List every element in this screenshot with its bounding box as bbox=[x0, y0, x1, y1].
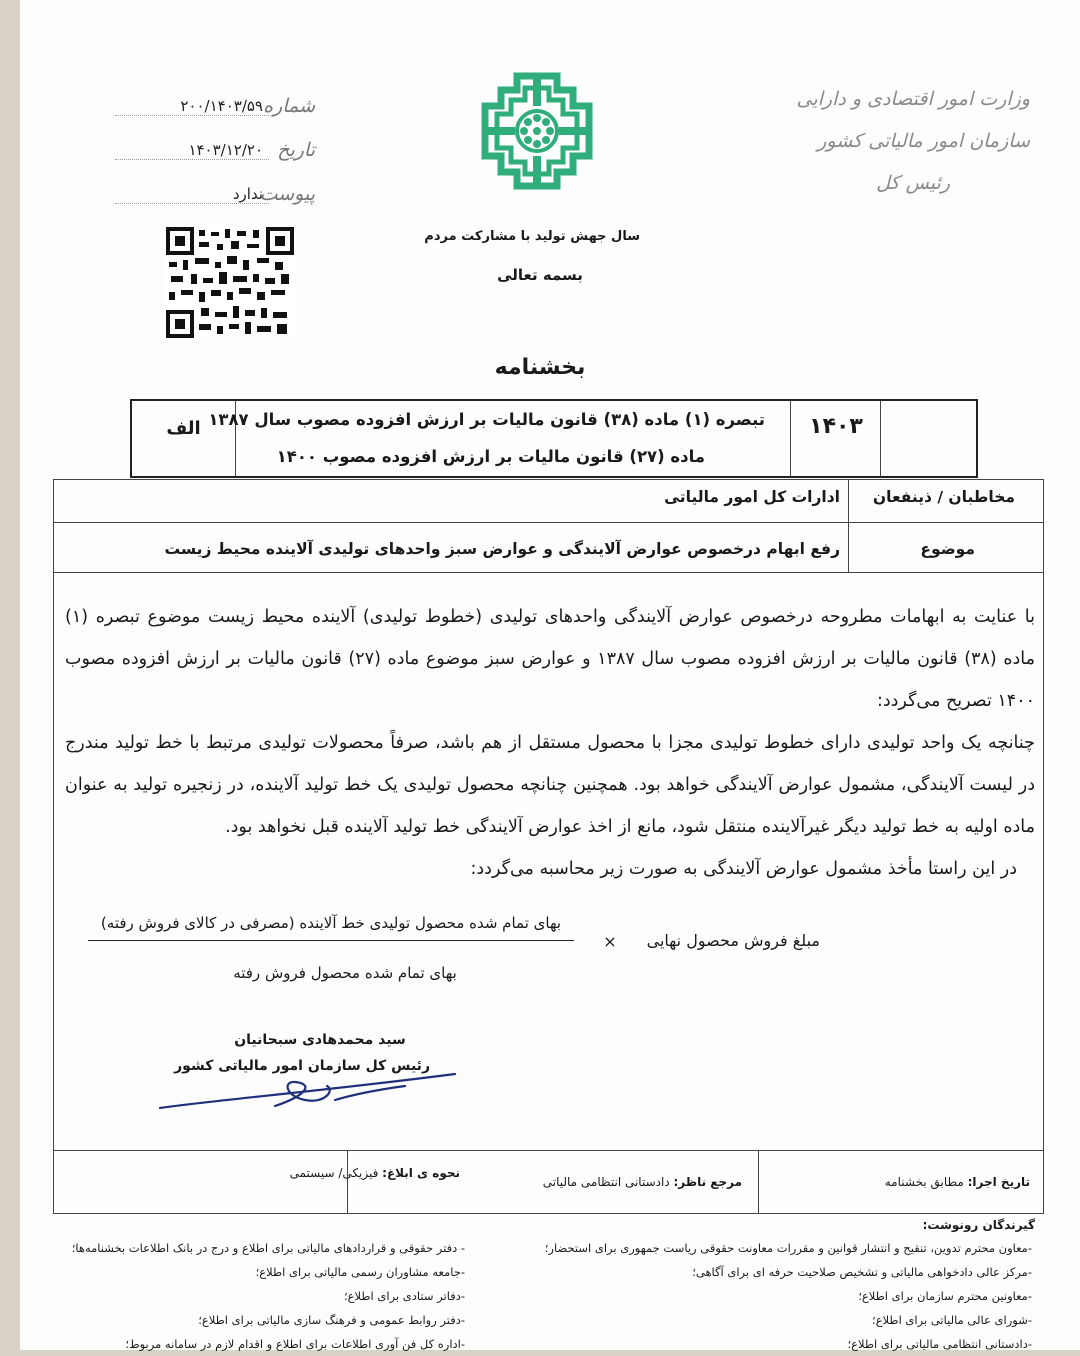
exec-date-value: مطابق بخشنامه bbox=[884, 1175, 964, 1189]
cc-label: گیرندگان رونوشت: bbox=[922, 1218, 1035, 1232]
ministry-line: وزارت امور اقتصادی و دارایی bbox=[796, 88, 1030, 110]
exec-date-field bbox=[765, 1175, 1030, 1189]
handwritten-signature bbox=[155, 1060, 465, 1120]
meta-label: تاریخ bbox=[277, 139, 315, 161]
ministry-header bbox=[770, 78, 1030, 204]
meta-value: ۱۴۰۳/۱۲/۲۰ bbox=[115, 141, 269, 160]
meta-date-row bbox=[115, 128, 315, 172]
reference-title-line: تبصره (۱) ماده (۳۸) قانون مالیات بر ارزش افزوده مصوب سال ۱۳۸۷ bbox=[208, 410, 765, 429]
ministry-line: سازمان امور مالیاتی کشور bbox=[817, 130, 1030, 152]
notice-method-field bbox=[60, 1166, 460, 1180]
reference-code: الف bbox=[166, 418, 201, 439]
cc-item: -شورای عالی مالیاتی برای اطلاع؛ bbox=[872, 1313, 1032, 1327]
cc-list-left bbox=[71, 1236, 465, 1356]
body-paragraph: با عنایت به ابهامات مطروحه درخصوص عوارض آلایندگی واحدهای تولیدی (خطوط تولیدی) آلاینده محیط زیست موضوع تبصره (۱) ماده (۳۸) قانون مالیات بر ارزش افزوده مصوب سال ۱۳۸۷ و عوارض سبز موضوع ماده (۲۷) قانون مالیات بر ارزش افزوده مصوب ۱۴۰۰ تصریح می‌گردد: bbox=[65, 607, 1035, 711]
slogan: سال جهش تولید با مشارکت مردم bbox=[424, 229, 640, 244]
body-paragraph: چنانچه یک واحد تولیدی دارای خطوط تولیدی مجزا با محصول مستقل از هم باشد، صرفاً محصولات تولیدی مرتبط با خط تولید مندرج در لیست آلایندگی، مشمول عوارض آلایندگی خواهد بود. همچنین چنانچه محصول تولیدی یک خط تولید آلاینده، در زنجیره تولید به عنوان ماده اولیه به خط تولید دیگر غیرآلاینده منتقل شود، مانع از اخذ عوارض آلایندگی خط تولید آلاینده قبل نخواهد بود. bbox=[65, 733, 1035, 837]
signatory-name: سید محمدهادی سبحانیان bbox=[234, 1032, 406, 1048]
meta-number-row bbox=[115, 84, 315, 128]
cc-item: - دفتر حقوقی و قراردادهای مالیاتی برای اطلاع و درج در بانک اطلاعات بخشنامه‌ها؛ bbox=[71, 1241, 465, 1255]
document-page bbox=[20, 0, 1080, 1350]
meta-attachment-row bbox=[115, 172, 315, 216]
cc-item: -معاونین محترم سازمان برای اطلاع؛ bbox=[858, 1289, 1032, 1303]
subject-label: موضوع bbox=[920, 540, 975, 558]
fraction-bar bbox=[88, 940, 574, 941]
addressees-value: ادارات کل امور مالیاتی bbox=[664, 488, 840, 506]
formula-operator: × bbox=[603, 932, 617, 951]
cc-item: -دفاتر ستادی برای اطلاع؛ bbox=[344, 1289, 465, 1303]
circular-body bbox=[65, 596, 1035, 890]
cc-item: -معاون محترم تدوین، تنقیح و انتشار قوانین و مقررات معاونت حقوقی ریاست جمهوری برای استحضار؛ bbox=[544, 1241, 1032, 1255]
basmala: بسمه تعالی bbox=[497, 266, 583, 284]
formula-numerator: بهای تمام شده محصول تولیدی خط آلاینده (مصرفی در کالای فروش رفته) bbox=[100, 914, 562, 932]
meta-value: ندارد bbox=[115, 185, 269, 204]
meta-label: شماره bbox=[263, 95, 315, 117]
signatory-title: رئیس کل سازمان امور مالیاتی کشور bbox=[174, 1058, 430, 1074]
cc-item: -اداره کل فن آوری اطلاعات برای اطلاع و اقدام لازم در سامانه مربوط؛ bbox=[125, 1337, 465, 1351]
cc-list-right bbox=[540, 1236, 1032, 1356]
oversight-value: دادستانی انتظامی مالیاتی bbox=[542, 1175, 670, 1189]
ministry-line: رئیس کل bbox=[876, 172, 950, 194]
notice-method-label: نحوه ی ابلاغ: bbox=[382, 1166, 460, 1180]
notice-method-value: فیزیکی/ سیستمی bbox=[289, 1166, 379, 1180]
oversight-label: مرجع ناظر: bbox=[673, 1175, 742, 1189]
document-type-title: بخشنامه bbox=[494, 355, 586, 380]
letter-meta bbox=[115, 84, 315, 216]
meta-label: پیوست bbox=[259, 183, 315, 205]
reference-title-line: ماده (۲۷) قانون مالیات بر ارزش افزوده مصوب ۱۴۰۰ bbox=[276, 447, 705, 466]
exec-date-label: تاریخ اجرا: bbox=[967, 1175, 1030, 1189]
reference-year: ۱۴۰۳ bbox=[809, 414, 863, 439]
cc-item: -مرکز عالی دادخواهی مالیاتی و تشخیص صلاحیت حرفه ای برای آگاهی؛ bbox=[692, 1265, 1032, 1279]
cc-item: -دفتر روابط عمومی و فرهنگ سازی مالیاتی برای اطلاع؛ bbox=[198, 1313, 465, 1327]
cc-item: -جامعه مشاوران رسمی مالیاتی برای اطلاع؛ bbox=[255, 1265, 465, 1279]
formula-denominator: بهای تمام شده محصول فروش رفته bbox=[233, 964, 457, 982]
formula-left-term: مبلغ فروش محصول نهایی bbox=[646, 931, 820, 950]
meta-value: ۲۰۰/۱۴۰۳/۵۹ bbox=[115, 97, 269, 116]
cc-item: -دادستانی انتظامی مالیاتی برای اطلاع؛ bbox=[847, 1337, 1032, 1351]
tax-org-emblem-icon bbox=[477, 72, 597, 190]
qr-code-icon bbox=[165, 226, 295, 339]
body-paragraph: در این راستا مأخذ مشمول عوارض آلایندگی به صورت زیر محاسبه می‌گردد: bbox=[470, 859, 1017, 879]
subject-value: رفع ابهام درخصوص عوارض آلایندگی و عوارض سبز واحدهای تولیدی آلاینده محیط زیست bbox=[164, 540, 840, 558]
addressees-label: مخاطبان / ذینفعان bbox=[872, 488, 1015, 506]
